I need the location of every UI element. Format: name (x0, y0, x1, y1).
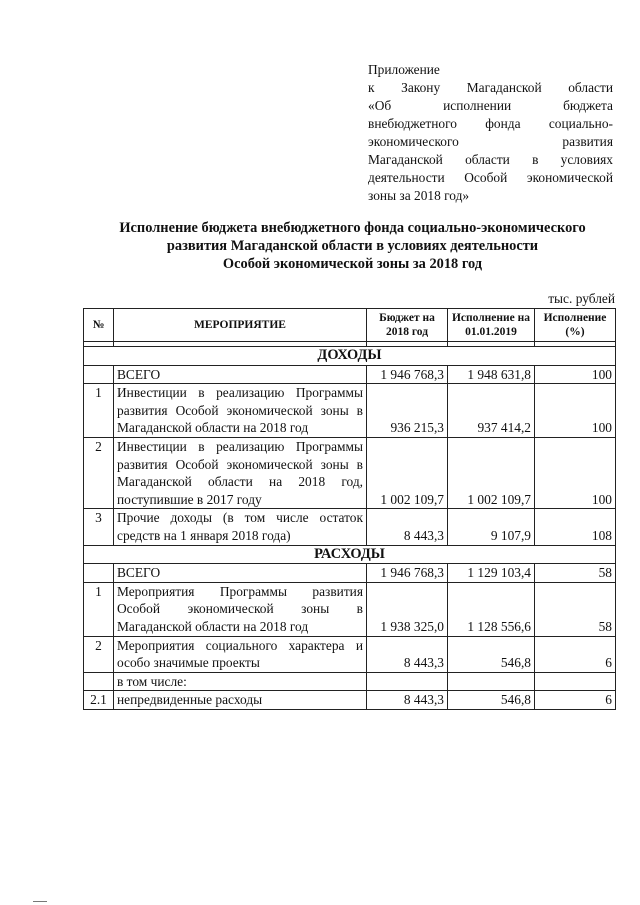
header-budget: Бюджет на 2018 год (367, 309, 448, 342)
row-percent: 100 (535, 384, 616, 438)
table-row (84, 636, 616, 672)
table-row (84, 384, 616, 438)
budget-table (83, 308, 616, 710)
income-total-execution: 1 948 631,8 (448, 365, 535, 384)
units-label: тыс. рублей (548, 291, 615, 306)
appendix-line: зоны за 2018 год» (368, 188, 470, 203)
table-row (84, 509, 616, 545)
row-number: 1 (84, 384, 114, 438)
footer-mark (33, 901, 47, 902)
appendix-line: к Закону Магаданской области (368, 80, 613, 95)
row-number: 2 (84, 437, 114, 508)
row-number: 2.1 (84, 691, 114, 710)
row-name: непредвиденные расходы (114, 691, 367, 710)
including-row (84, 672, 616, 691)
row-number: 3 (84, 509, 114, 545)
appendix-line: внебюджетного фонда социально- (368, 116, 613, 131)
expenses-total-row (84, 564, 616, 583)
title-line: Исполнение бюджета внебюджетного фонда социально-экономического (119, 220, 586, 236)
row-execution: 1 002 109,7 (448, 437, 535, 508)
expenses-section-row (84, 545, 616, 564)
row-execution: 1 128 556,6 (448, 582, 535, 636)
row-percent: 58 (535, 582, 616, 636)
row-execution: 937 414,2 (448, 384, 535, 438)
row-budget: 8 443,3 (367, 636, 448, 672)
income-section-row (84, 347, 616, 366)
appendix-line: экономического развития (368, 134, 613, 149)
table-row (84, 437, 616, 508)
row-percent: 6 (535, 691, 616, 710)
row-name: Мероприятия Программы развития Особой экономической зоны в Магаданской области на 2018 год (114, 582, 367, 636)
row-name: Мероприятия социального характера и особо значимые проекты (114, 636, 367, 672)
appendix-line: Магаданской области в условиях (368, 152, 613, 167)
header-execution: Исполнение на 01.01.2019 (448, 309, 535, 342)
row-budget: 8 443,3 (367, 509, 448, 545)
expenses-total-budget: 1 946 768,3 (367, 564, 448, 583)
header-percent: Исполнение (%) (535, 309, 616, 342)
income-section-title: ДОХОДЫ (84, 347, 616, 366)
row-budget: 936 215,3 (367, 384, 448, 438)
document-title (80, 219, 625, 273)
table-row (84, 691, 616, 710)
expenses-section-title: РАСХОДЫ (84, 545, 616, 564)
row-name: Инвестиции в реализацию Программы развития Особой экономической зоны в Магаданской области на 2018 год, поступившие в 2017 году (114, 437, 367, 508)
header-no: № (84, 309, 114, 342)
row-budget: 1 938 325,0 (367, 582, 448, 636)
row-name: Инвестиции в реализацию Программы развития Особой экономической зоны в Магаданской области на 2018 год (114, 384, 367, 438)
row-execution: 546,8 (448, 691, 535, 710)
row-execution: 546,8 (448, 636, 535, 672)
header-row (84, 309, 616, 342)
income-total-percent: 100 (535, 365, 616, 384)
including-label: в том числе: (114, 672, 367, 691)
row-percent: 108 (535, 509, 616, 545)
title-line: Особой экономической зоны за 2018 год (222, 256, 483, 272)
row-percent: 6 (535, 636, 616, 672)
row-budget: 8 443,3 (367, 691, 448, 710)
title-line: развития Магаданской области в условиях деятельности (166, 238, 539, 254)
income-total-label: ВСЕГО (114, 365, 367, 384)
row-percent: 100 (535, 437, 616, 508)
expenses-total-label: ВСЕГО (114, 564, 367, 583)
table-row (84, 582, 616, 636)
appendix-note (368, 61, 613, 205)
row-number: 2 (84, 636, 114, 672)
income-total-budget: 1 946 768,3 (367, 365, 448, 384)
expenses-total-percent: 58 (535, 564, 616, 583)
header-name: МЕРОПРИЯТИЕ (114, 309, 367, 342)
appendix-line: деятельности Особой экономической (368, 170, 613, 185)
row-name: Прочие доходы (в том числе остаток средств на 1 января 2018 года) (114, 509, 367, 545)
row-budget: 1 002 109,7 (367, 437, 448, 508)
row-execution: 9 107,9 (448, 509, 535, 545)
income-total-row (84, 365, 616, 384)
appendix-line: «Об исполнении бюджета (368, 98, 613, 113)
expenses-total-execution: 1 129 103,4 (448, 564, 535, 583)
row-number: 1 (84, 582, 114, 636)
appendix-line: Приложение (368, 62, 440, 77)
